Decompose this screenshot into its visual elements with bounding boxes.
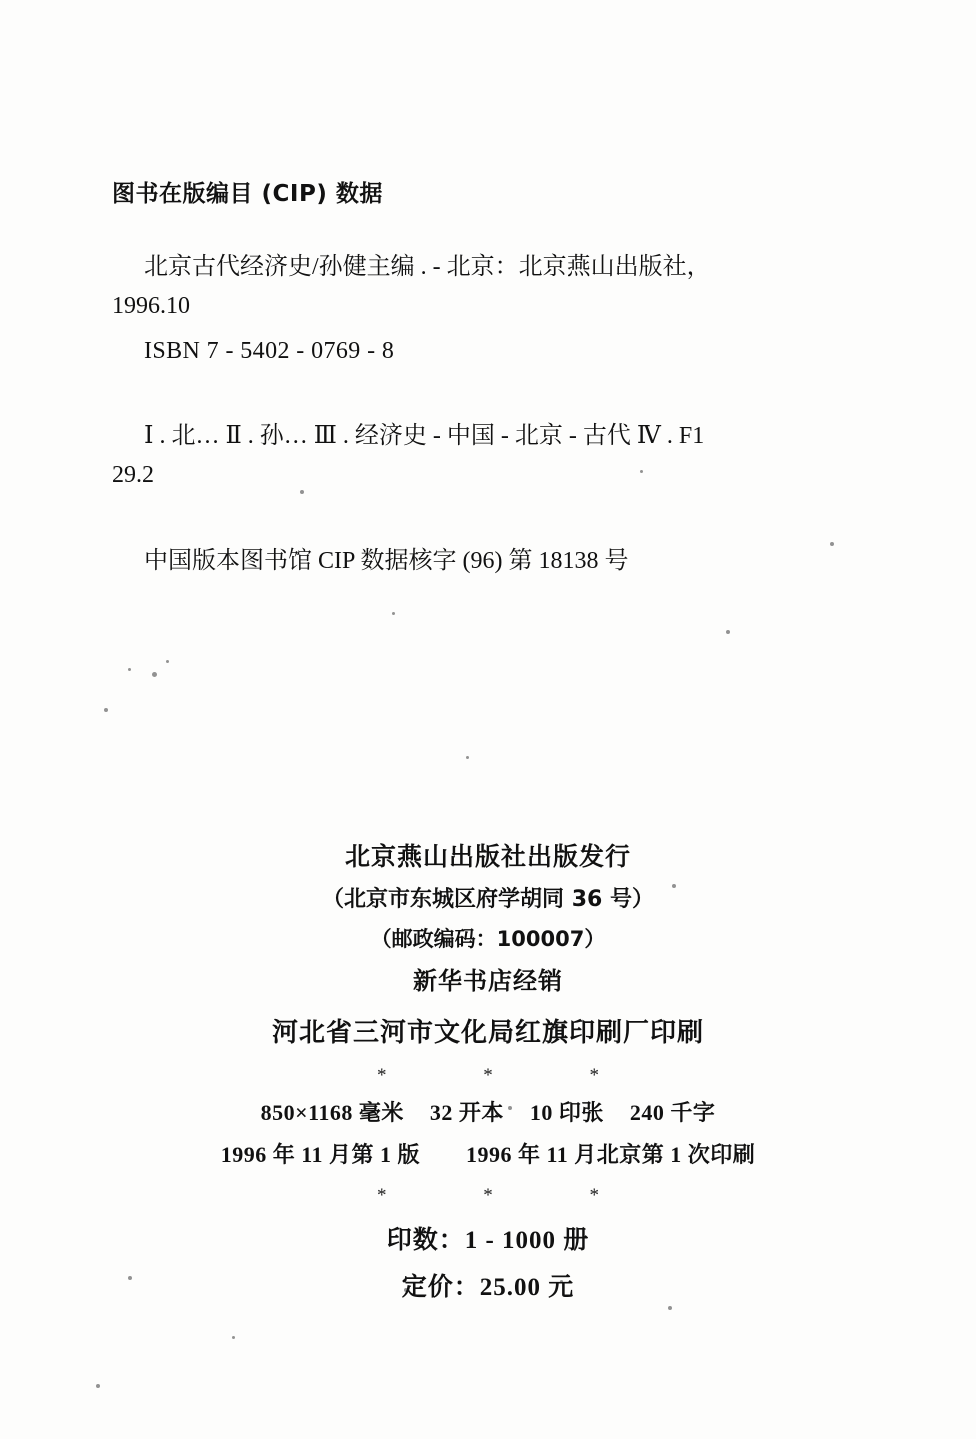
cip-date-line: 1996.10 <box>112 292 190 319</box>
star-divider-bottom: * * * <box>377 1184 645 1206</box>
scan-speck <box>392 612 395 615</box>
print-specifications <box>0 1096 976 1130</box>
edition-info <box>0 1138 976 1172</box>
cip-title-entry <box>112 248 872 371</box>
printer-name: 河北省三河市文化局红旗印刷厂印刷 <box>271 1017 704 1048</box>
postal-code: （邮政编码：100007） <box>370 926 606 951</box>
scan-speck <box>466 756 469 759</box>
spec-paper-size: 850×1168 毫米 <box>260 1100 404 1126</box>
price: 定价：25.00 元 <box>401 1273 575 1301</box>
cip-classification-line: Ⅰ . 北… Ⅱ . 孙… Ⅲ . 经济史 - 中国 - 北京 - 古代 Ⅳ . F1 <box>144 422 705 449</box>
scan-speck <box>96 1384 100 1388</box>
colophon-block <box>0 838 976 1307</box>
scan-speck <box>128 668 131 671</box>
cip-isbn-line: ISBN 7 - 5402 - 0769 - 8 <box>144 337 395 364</box>
edition-first: 1996 年 11 月第 1 版 <box>220 1142 420 1168</box>
distributor-name: 新华书店经销 <box>413 967 563 996</box>
cip-registry-entry <box>112 542 872 581</box>
scan-speck <box>152 672 157 677</box>
spec-sheets: 10 印张 <box>529 1100 604 1126</box>
scan-speck <box>726 630 730 634</box>
scan-speck <box>166 660 169 663</box>
cip-heading: 图书在版编目 (CIP) 数据 <box>112 181 383 207</box>
star-divider-top: * * * <box>377 1064 645 1086</box>
publisher-address: （北京市东城区府学胡同 36 号） <box>322 886 654 912</box>
spec-format: 32 开本 <box>429 1100 504 1126</box>
cip-number-line: 中国版本图书馆 CIP 数据核字 (96) 第 18138 号 <box>144 548 629 575</box>
cip-title-line: 北京古代经济史/孙健主编 . - 北京：北京燕山出版社， <box>144 254 711 280</box>
scan-speck <box>104 708 108 712</box>
cip-data-block <box>112 175 872 581</box>
cip-classification-entry <box>112 417 872 495</box>
cip-classification-continued: 29.2 <box>112 461 154 488</box>
spec-word-count: 240 千字 <box>629 1100 716 1126</box>
impression-first: 1996 年 11 月北京第 1 次印刷 <box>466 1142 756 1168</box>
publisher-name: 北京燕山出版社出版发行 <box>344 842 631 871</box>
scan-speck <box>232 1336 235 1339</box>
print-run: 印数：1 - 1000 册 <box>386 1226 590 1254</box>
